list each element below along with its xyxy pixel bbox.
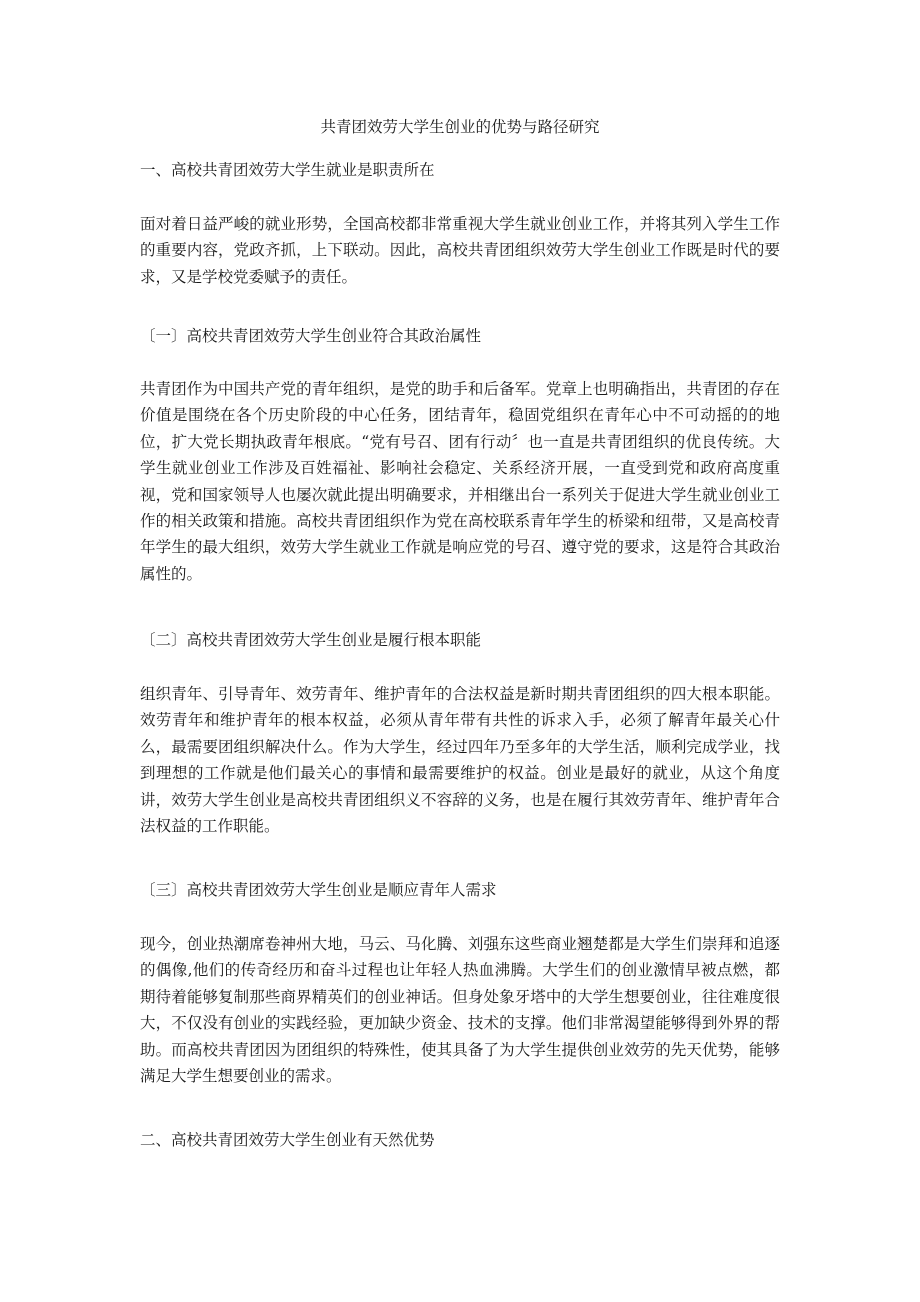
paragraph-1: 面对着日益严峻的就业形势，全国高校都非常重视大学生就业创业工作，并将其列入学生工作的重要内容，党政齐抓，上下联动。因此，高校共青团组织效劳大学生创业工作既是时代的要求，又是学校党委赋予的责任。 [140, 215, 780, 286]
paragraph-4: 现今，创业热潮席卷神州大地，马云、马化腾、刘强东这些商业翘楚都是大学生们崇拜和追逐的偶像,他们的传奇经历和奋斗过程也让年轻人热血沸腾。大学生们的创业激情早被点燃，都期待着能够复制那些商界精英们的创业神话。但身处象牙塔中的大学生想要创业，往往难度很大，不仅没有创业的实践经验，更加缺少资金、技术的支撑。他们非常渴望能够得到外界的帮助。而高校共青团因为团组织的特殊性，使其具备了为大学生提供创业效劳的先天优势，能够满足大学生想要创业的需求。 [140, 935, 780, 1086]
subsection-heading-2: 〔二〕高校共青团效劳大学生创业是履行根本职能 [140, 631, 482, 649]
section-heading-1: 一、高校共青团效劳大学生就业是职责所在 [140, 161, 435, 179]
subsection-heading-3: 〔三〕高校共青团效劳大学生创业是顺应青年人需求 [140, 881, 497, 899]
paragraph-3: 组织青年、引导青年、效劳青年、维护青年的合法权益是新时期共青团组织的四大根本职能。效劳青年和维护青年的根本权益，必须从青年带有共性的诉求入手，必须了解青年最关心什么，最需要团组织解决什么。作为大学生，经过四年乃至多年的大学生活，顺利完成学业，找到理想的工作就是他们最关心的事情和最需要维护的权益。创业是最好的就业，从这个角度讲，效劳大学生创业是高校共青团组织义不容辞的义务，也是在履行其效劳青年、维护青年合法权益的工作职能。 [140, 685, 780, 836]
section-heading-2: 二、高校共青团效劳大学生创业有天然优势 [140, 1131, 435, 1149]
paragraph-2: 共青团作为中国共产党的青年组织，是党的助手和后备军。党章上也明确指出，共青团的存在价值是围绕在各个历史阶段的中心任务，团结青年，稳固党组织在青年心中不可动摇的的地位，扩大党长期执政青年根底。“党有号召、团有行动〞也一直是共青团组织的优良传统。大学生就业创业工作涉及百姓福祉、影响社会稳定、关系经济开展，一直受到党和政府高度重视，党和国家领导人也屡次就此提出明确要求，并相继出台一系列关于促进大学生就业创业工作的相关政策和措施。高校共青团组织作为党在高校联系青年学生的桥梁和纽带，又是高校青年学生的最大组织，效劳大学生就业工作就是响应党的号召、遵守党的要求，这是符合其政治属性的。 [140, 380, 780, 583]
document-title: 共青团效劳大学生创业的优势与路径研究 [320, 118, 600, 136]
subsection-heading-1: 〔一〕高校共青团效劳大学生创业符合其政治属性 [140, 327, 482, 345]
